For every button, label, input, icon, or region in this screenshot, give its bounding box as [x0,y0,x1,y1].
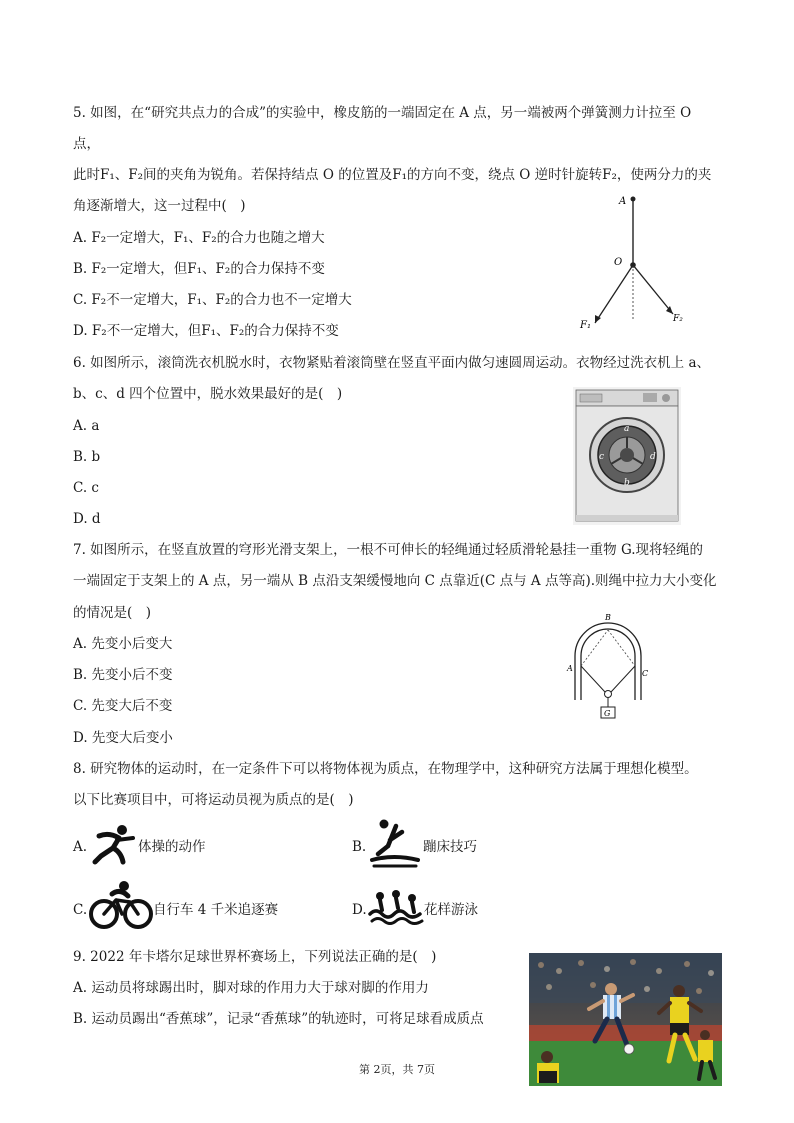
pulley-icon [605,691,612,698]
q8-option-d-text: 花样游泳 [424,902,478,918]
q7-option-a: A. 先变小后变大 [73,636,173,652]
pos-d-label: d [650,452,656,462]
q5-option-d: D. F₂不一定增大，但F₁、F₂的合力保持不变 [73,323,339,339]
q5-stem-line3: 此时F₁、F₂间的夹角为锐角。若保持结点 O 的位置及F₁的方向不变，绕点 O 逆时针旋转F₂，使两分力的夹 [73,167,712,183]
f2-vector [633,265,673,314]
q8-option-c-text: 自行车 4 千米追逐赛 [153,902,279,918]
label-a: A [567,664,573,673]
q8-option-a-text: 体操的动作 [138,839,206,855]
q7-stem-line2: 一端固定于支架上的 A 点，另一端从 B 点沿支架缓慢地向 C 点靠近(C 点与 A 点等高).则绳中拉力大小变化 [73,573,717,589]
q5-force-diagram [570,190,690,335]
page-footer: 第 2页，共 7页 [359,1063,435,1076]
rope-right [611,666,635,692]
label-f1: F₁ [580,320,591,331]
q9-stem-line1: 9. 2022 年卡塔尔足球世界杯赛场上，下列说法正确的是( ) [73,949,437,965]
q7-option-d: D. 先变大后变小 [73,730,173,746]
q5-stem-line1: 5. 如图，在“研究共点力的合成”的实验中，橡皮筋的一端固定在 A 点，另一端被两个弹簧测力计拉至 O [73,105,692,121]
synchronized-swimming-pictogram-icon [368,888,424,926]
pos-c-label: c [599,452,605,462]
label-o: O [614,257,623,268]
pos-a-label: a [624,424,630,434]
q7-option-c: C. 先变大后不变 [73,698,173,714]
label-c: C [642,669,649,678]
q8-stem-line2: 以下比赛项目中，可将运动员视为质点的是( ) [73,792,354,808]
f1-vector [595,265,633,323]
q6-stem-line1: 6. 如图所示，滚筒洗衣机脱水时，衣物紧贴着滚筒壁在竖直平面内做匀速圆周运动。衣物经过洗衣机上 a、 [73,355,711,371]
q9-option-a: A. 运动员将球踢出时，脚对球的作用力大于球对脚的作用力 [73,980,429,996]
q7-option-b: B. 先变小后不变 [73,667,173,683]
q5-option-c: C. F₂不一定增大，F₁、F₂的合力也不一定增大 [73,292,352,308]
gymnastics-pictogram-icon [89,822,137,866]
q8-stem-line1: 8. 研究物体的运动时，在一定条件下可以将物体视为质点，在物理学中，这种研究方法属于理想化模型。 [73,761,698,777]
q8-option-c-letter: C. [73,902,88,918]
q5-option-b: B. F₂一定增大，但F₁、F₂的合力保持不变 [73,261,325,277]
label-b: B [605,613,611,622]
arch-outer [575,623,641,700]
label-g: G [604,709,611,718]
q8-option-b-letter: B. [352,839,367,855]
ball [624,1044,634,1054]
q6-option-c: C. c [73,480,99,496]
q7-arch-support-diagram [560,608,660,723]
q5-stem-line2: 点， [73,136,100,152]
q6-option-d: D. d [73,511,101,527]
q9-option-b: B. 运动员踢出“香蕉球”，记录“香蕉球”的轨迹时，可将足球看成质点 [73,1011,484,1027]
q8-option-d-letter: D. [352,902,367,918]
trampoline-pictogram-icon [368,818,420,870]
arch-inner [581,629,635,700]
pos-b-label: b [624,478,630,488]
q8-option-b-text: 蹦床技巧 [423,839,477,855]
q6-washing-machine-photo [573,387,681,525]
q8-option-a-letter: A. [73,839,88,855]
q5-option-a: A. F₂一定增大，F₁、F₂的合力也随之增大 [73,230,325,246]
label-a: A [619,196,627,207]
q6-option-b: B. b [73,449,101,465]
q6-stem-line2: b、c、d 四个位置中，脱水效果最好的是( ) [73,386,343,402]
q7-stem-line3: 的情况是( ) [73,605,152,621]
q5-stem-line4: 角逐渐增大，这一过程中( ) [73,198,246,214]
rope-left [581,666,605,692]
cycling-pictogram-icon [88,880,154,930]
label-f2: F₂ [673,314,683,324]
q7-stem-line1: 7. 如图所示，在竖直放置的穹形光滑支架上，一根不可伸长的轻绳通过轻质滑轮悬挂一重物 G.现将轻绳的 [73,542,704,558]
q6-option-a: A. a [73,418,100,434]
